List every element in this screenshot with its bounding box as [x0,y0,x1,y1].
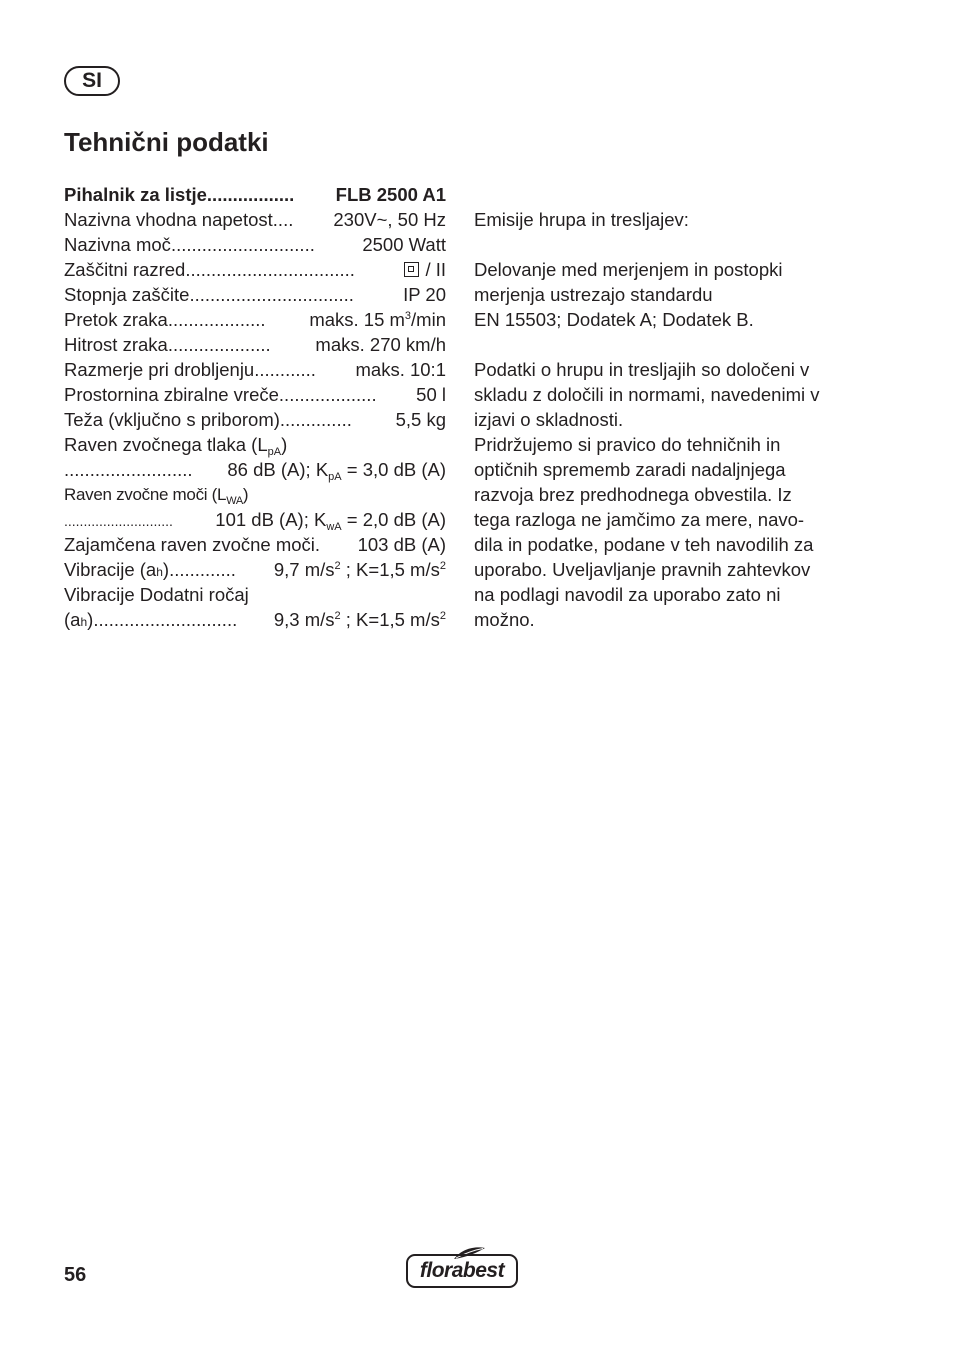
spec-value-wrap [309,307,446,332]
spec-dots: .............. [279,409,352,430]
spec-value-wrap [274,557,446,582]
spec-label: Stopnja zaščite [64,284,190,305]
brand-logo [406,1246,518,1288]
subscript: pA [328,471,342,483]
superscript: 2 [334,610,341,622]
subscript: h [80,615,88,629]
spec-row-weight [64,407,446,432]
paragraph-line: skladu z določili in normami, navedenimi v [474,384,820,405]
spec-label: (a [64,609,81,630]
subscript: h [156,565,163,579]
spec-dots: ............................ [170,234,315,255]
subscript: wA [326,521,342,533]
spec-list [64,182,446,632]
spec-label: Zaščitni razred [64,259,186,280]
spec-value-tolerance: ; K=1,5 m/s [340,609,440,630]
spec-row-sound-power [64,507,446,532]
paragraph-line: EN 15503; Dodatek A; Dodatek B. [474,309,754,330]
paragraph-line: dila in podatke, podane v teh navodilih za [474,534,814,555]
paragraph-line: na podlagi navodil za uporabo zato ni [474,584,781,605]
superscript: 3 [404,310,412,322]
spec-label-close: ) [87,609,94,630]
spec-value-tolerance: ; K=1,5 m/s [340,559,440,580]
spec-label-close: ) [162,559,170,580]
language-badge [64,66,120,96]
spec-dots: ................. [206,184,295,205]
spec-dots: ............................ [64,513,173,529]
spec-value: 86 dB (A); K [227,459,329,480]
spec-dots: ......................... [64,459,193,480]
page-number: 56 [64,1264,87,1286]
spec-value-wrap [227,457,446,482]
spec-label: Vibracije (a [64,559,157,580]
spec-row-protection-degree [64,282,446,307]
spec-value-wrap [215,507,446,532]
logo-badge [406,1254,518,1288]
spec-value-wrap [404,257,446,282]
spec-value: 103 dB (A) [357,534,446,555]
spec-dots: . [314,534,321,555]
spec-value: FLB 2500 A1 [335,184,446,205]
spec-dots: ............ [254,359,316,380]
paragraph-line: uporabo. Uveljavljanje pravnih zahtevkov [474,559,811,580]
spec-dots: ............. [169,559,236,580]
spec-row-shred-ratio [64,357,446,382]
paragraph-line: tega razloga ne jamčimo za mere, navo- [474,509,805,530]
spec-value: maks. 10:1 [355,359,446,380]
spec-value: IP 20 [403,284,446,305]
paragraph-line: Podatki o hrupu in tresljajih so določeni v [474,359,810,380]
spec-dots: ................................ [189,284,354,305]
spec-value-tolerance: = 2,0 dB (A) [341,509,446,530]
language-code: SI [82,69,102,92]
spec-row-bag-volume [64,382,446,407]
paragraph-line: razvoja brez predhodnega obvestila. Iz [474,484,792,505]
spec-label-wrap [64,607,93,635]
paragraph-line: merjenja ustrezajo standardu [474,284,713,305]
spec-label-close: ) [242,485,249,504]
spec-value: 9,3 m/s [273,609,335,630]
superscript: 2 [334,560,341,572]
brand-name: florabest [419,1259,505,1282]
subscript: WA [226,495,243,507]
paragraph-line: izjavi o skladnosti. [474,409,624,430]
spec-row-voltage [64,207,446,232]
paragraph-line: Pridržujemo si pravico do tehničnih in [474,434,781,455]
spec-value: / II [425,259,446,280]
spec-dots: ................... [167,309,266,330]
spec-row-product [64,182,446,207]
paragraph-line: optičnih sprememb zaradi nadaljnjega [474,459,786,480]
paragraph-line: Delovanje med merjenjem in postopki [474,259,783,280]
spec-value: 9,7 m/s [273,559,335,580]
spec-dots: ................... [278,384,377,405]
spec-label: Pretok zraka [64,309,168,330]
spec-value: maks. 270 km/h [315,334,446,355]
spec-value: 230V~, 50 Hz [333,209,446,230]
spec-value: 50 l [416,384,446,405]
paragraph-line: možno. [474,609,535,630]
spec-label: Prostornina zbiralne vreče [64,384,279,405]
spec-label: Razmerje pri drobljenju [64,359,255,380]
spec-label-close: ) [281,434,288,455]
spec-label: Nazivna moč [64,234,171,255]
spec-row-airspeed [64,332,446,357]
emission-heading: Emisije hrupa in tresljajev: [474,209,689,230]
spec-label: Teža (vključno s priborom) [64,409,280,430]
spec-row-power [64,232,446,257]
subscript: pA [267,446,282,458]
spec-row-sound-pressure [64,457,446,482]
spec-dots: .................... [167,334,271,355]
spec-label: Hitrost zraka [64,334,168,355]
spec-heading-vibration-handle: Vibracije Dodatni ročaj [64,584,249,605]
spec-label: Zajamčena raven zvočne moči [64,534,315,555]
spec-row-vibration-handle [64,607,446,632]
superscript: 2 [439,610,446,622]
spec-row-guaranteed-power [64,532,446,557]
spec-row-protection-class [64,257,446,282]
page-title: Tehnični podatki [64,127,269,157]
spec-heading-sound-pressure [64,432,446,457]
spec-label-wrap [64,557,169,585]
superscript: 2 [439,560,446,572]
spec-label: Raven zvočne moči (L [64,485,227,504]
spec-value: maks. 15 m [309,309,405,330]
spec-row-airflow [64,307,446,332]
spec-dots: .... [272,209,294,230]
spec-value: 2500 Watt [362,234,446,255]
spec-heading-sound-power [64,482,446,507]
spec-label: Nazivna vhodna napetost [64,209,273,230]
spec-value-unit: /min [411,309,446,330]
spec-row-vibration [64,557,446,582]
notes-column [474,207,874,632]
spec-dots: ................................. [185,259,355,280]
spec-dots: ............................ [93,609,238,630]
spec-value: 101 dB (A); K [215,509,327,530]
spec-label: Pihalnik za listje [64,184,207,205]
spec-value-tolerance: = 3,0 dB (A) [341,459,446,480]
spec-value: 5,5 kg [395,409,446,430]
spec-label: Raven zvočnega tlaka (L [64,434,268,455]
spec-value-wrap [274,607,446,632]
double-insulation-icon [404,262,419,277]
